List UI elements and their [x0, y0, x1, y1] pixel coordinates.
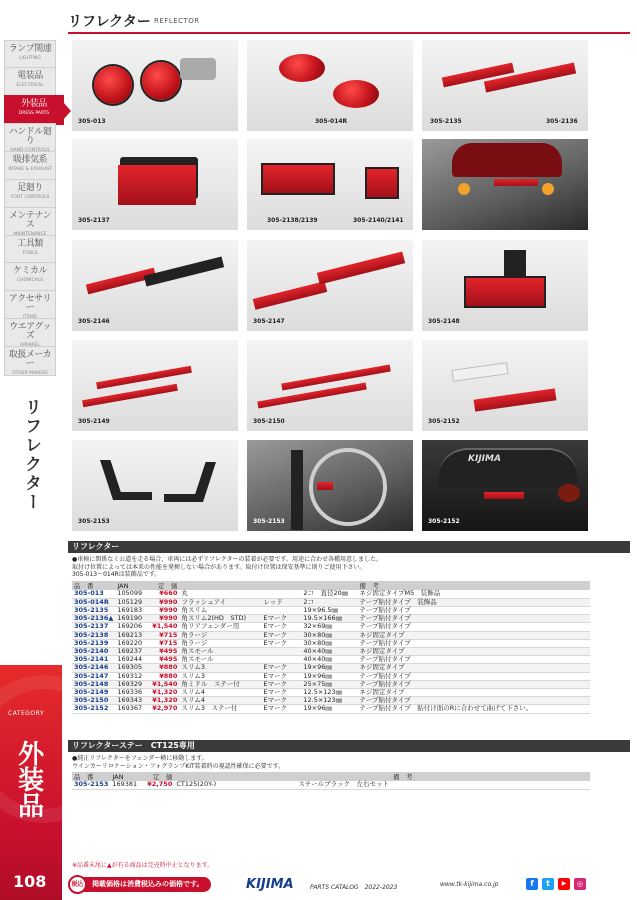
sidebar-category-item[interactable]	[4, 318, 56, 348]
table-header-cell: 備 考	[391, 772, 590, 781]
table-cell: スリム4	[179, 697, 261, 705]
page-header	[68, 11, 630, 35]
table-cell: テープ貼付タイプ	[357, 672, 590, 680]
product-photo-label: 305-013	[78, 118, 106, 125]
table-cell: 12.5×123㎜	[301, 697, 357, 705]
sidebar-category-item[interactable]	[4, 40, 56, 70]
table-cell: 丸	[179, 590, 261, 598]
table-cell: ネジ固定タイプM5 装飾品	[357, 590, 590, 598]
table-cell: ¥495	[145, 656, 179, 664]
sidebar-item-label: ランプ関連	[8, 44, 52, 54]
table-cell: Eマーク	[261, 631, 301, 639]
table-cell: 角スモール	[179, 647, 261, 655]
product-photo	[247, 440, 413, 531]
table-cell: 305-2137	[72, 623, 115, 631]
table-cell: Eマーク	[261, 664, 301, 672]
table-cell: スリム3 ステー付	[179, 705, 261, 713]
table-cell: 169381	[110, 781, 140, 789]
table-cell: テープ貼付タイプ	[357, 697, 590, 705]
product-photo-label: 305-2153	[78, 518, 110, 525]
table-row	[72, 781, 590, 789]
table-cell: 169213	[115, 631, 145, 639]
table-cell: 305-2140	[72, 647, 115, 655]
sidebar-vertical-title: リフレクター	[21, 398, 41, 512]
table-cell: CT125(20Y-)	[174, 781, 256, 789]
table-cell: ¥990	[145, 606, 179, 614]
table-cell: ネジ固定タイプ	[357, 688, 590, 696]
table-cell: ¥715	[145, 631, 179, 639]
table-cell: 2コ 直径20㎜	[301, 590, 357, 598]
sidebar-item-label: ケミカル	[12, 266, 47, 276]
table-cell: 305-2148	[72, 680, 115, 688]
table-cell: 19×96.5㎜	[301, 606, 357, 614]
product-photo	[72, 440, 238, 531]
page-number: 108	[13, 872, 47, 891]
table-cell: 305-2147	[72, 672, 115, 680]
sidebar-item-label: 取扱メーカー	[8, 350, 52, 369]
table-cell: 30×80㎜	[301, 639, 357, 647]
table-cell: テープ貼付タイプ 装飾品	[357, 598, 590, 606]
note-line: 305-013～014Rは装飾品です。	[72, 571, 161, 578]
table-cell: ¥715	[145, 639, 179, 647]
table-cell	[391, 781, 590, 789]
table-cell: ¥1,540	[145, 623, 179, 631]
table-cell: 角リアフェンダー用	[179, 623, 261, 631]
table-cell: Eマーク	[261, 705, 301, 713]
product-photo-label: 305-2137	[78, 217, 110, 224]
section-notes	[72, 556, 382, 579]
table-cell: Eマーク	[261, 623, 301, 631]
table-cell: 角スモール	[179, 656, 261, 664]
product-photo-label: 305-2135	[430, 118, 462, 125]
product-table	[72, 772, 590, 790]
table-cell: 305-2146	[72, 664, 115, 672]
sidebar-item-label: 足廻り	[17, 183, 43, 193]
table-cell: 305-2150	[72, 697, 115, 705]
table-cell: テープ貼付タイプ	[357, 656, 590, 664]
table-header-cell: 品 番	[72, 772, 110, 781]
product-photo-label: 305-2138/2139	[267, 217, 318, 224]
table-cell: 305-013	[72, 590, 115, 598]
sidebar-category-item[interactable]	[4, 207, 56, 237]
table-cell: 305-2153	[74, 780, 109, 789]
table-cell: ネジ固定タイプ	[357, 647, 590, 655]
table-cell: 角ミドル ステー付	[179, 680, 261, 688]
table-cell: スリム4	[179, 688, 261, 696]
table-cell: 169336	[115, 688, 145, 696]
table-row	[72, 590, 590, 598]
facebook-icon[interactable]: f	[526, 878, 538, 890]
table-cell: 32×69㎜	[301, 623, 357, 631]
table-cell: 169343	[115, 697, 145, 705]
table-cell: 角ラージ	[179, 639, 261, 647]
product-photo-label: 305-2153	[253, 518, 285, 525]
product-photo-label: 305-2148	[428, 318, 460, 325]
table-cell	[261, 647, 301, 655]
table-cell: テープ貼付タイプ	[357, 639, 590, 647]
table-cell: 305-2152	[72, 705, 115, 713]
sidebar-item-label: アクセサリー	[8, 294, 52, 313]
product-photo	[72, 340, 238, 431]
section-notes	[72, 755, 284, 770]
table-cell: 19.5×166㎜	[301, 615, 357, 623]
table-cell: 169190	[115, 615, 145, 623]
sidebar-item-label: ウエアグッズ	[9, 322, 51, 341]
table-header-cell	[256, 772, 296, 781]
table-cell: 12.5×123㎜	[301, 688, 357, 696]
product-photo	[247, 340, 413, 431]
sidebar-category-item[interactable]	[4, 179, 56, 209]
table-cell: テープ貼付タイプ	[357, 615, 590, 623]
table-cell: 305-014R	[72, 598, 115, 606]
table-cell: 169305	[115, 664, 145, 672]
product-photo-label: 305-2149	[78, 418, 110, 425]
table-cell: Eマーク	[261, 672, 301, 680]
sidebar-category-item[interactable]	[4, 262, 56, 292]
footer	[62, 872, 637, 900]
product-photo	[422, 340, 588, 431]
table-cell: Eマーク	[261, 697, 301, 705]
product-photo	[247, 240, 413, 331]
product-photo-label: 305-2150	[253, 418, 285, 425]
table-cell: ¥1,320	[145, 688, 179, 696]
sidebar-item-label: 吸排気系	[12, 155, 47, 165]
table-row	[72, 672, 590, 680]
instagram-icon[interactable]: ◎	[574, 878, 586, 890]
table-cell: ¥1,320	[145, 697, 179, 705]
table-cell: ¥2,750	[140, 781, 174, 789]
table-cell: Eマーク	[261, 680, 301, 688]
table-cell: ¥660	[145, 590, 179, 598]
table-cell: 169312	[115, 672, 145, 680]
table-header-cell: 定 価	[145, 581, 179, 590]
table-cell: 角ラージ	[179, 631, 261, 639]
table-cell: 169183	[115, 606, 145, 614]
table-row	[72, 623, 590, 631]
table-cell: 40×40㎜	[301, 656, 357, 664]
product-photo	[72, 139, 238, 230]
product-photo-label: 305-2146	[78, 318, 110, 325]
header-divider	[68, 32, 630, 34]
product-photo-label: 305-2136	[546, 118, 578, 125]
table-header-cell: JAN	[110, 772, 140, 781]
sidebar-category-item[interactable]	[4, 151, 56, 181]
sidebar-item-label: 工具類	[17, 239, 43, 249]
category-label: CATEGORY	[8, 710, 45, 717]
table-cell: 169206	[115, 623, 145, 631]
table-cell: ¥495	[145, 647, 179, 655]
product-photo-label: 305-2152	[428, 418, 460, 425]
sidebar-item-sublabel: INTAKE & EXHAUST	[8, 167, 52, 172]
product-photo-label: 305-2140/2141	[353, 217, 404, 224]
category-sidebar	[0, 0, 62, 900]
table-cell: 19×96㎜	[301, 705, 357, 713]
table-cell: 19×96㎜	[301, 672, 357, 680]
sidebar-item-sublabel: OTHER MAKERS	[12, 371, 48, 376]
table-cell: 169237	[115, 647, 145, 655]
sidebar-category-item[interactable]	[4, 95, 64, 125]
catalog-name: PARTS CATALOG 2022-2023	[310, 884, 398, 891]
table-header-cell: 備 考	[357, 581, 590, 590]
table-cell: ¥2,970	[145, 705, 179, 713]
section-title: リフレクター	[68, 541, 630, 553]
table-cell: 2コ	[301, 598, 357, 606]
table-cell: Eマーク	[261, 639, 301, 647]
youtube-icon[interactable]: ▶	[558, 878, 570, 890]
table-cell: 305-2139	[72, 639, 115, 647]
table-header-cell	[261, 581, 301, 590]
table-row	[72, 705, 590, 713]
table-cell: 25×75㎜	[301, 680, 357, 688]
section-title: リフレクターステー CT125専用	[68, 740, 630, 752]
sidebar-item-sublabel: LIGHTING	[19, 56, 41, 61]
sidebar-category-item[interactable]	[4, 67, 56, 97]
table-cell: 169220	[115, 639, 145, 647]
table-row	[72, 664, 590, 672]
table-cell: フラッシュアイ	[179, 598, 261, 606]
table-cell: 305-2149	[72, 688, 115, 696]
tax-notice: 掲載価格は消費税込みの価格です。	[72, 877, 211, 892]
table-cell: 169367	[115, 705, 145, 713]
table-cell	[256, 781, 296, 789]
table-cell: ¥880	[145, 672, 179, 680]
table-cell: 305-2138	[72, 631, 115, 639]
product-photo: KIJIMA 305-2152	[422, 440, 588, 531]
table-cell: テープ貼付タイプ	[357, 623, 590, 631]
table-cell: ¥880	[145, 664, 179, 672]
sidebar-item-label: 外装品	[21, 99, 47, 109]
twitter-icon[interactable]: t	[542, 878, 554, 890]
product-photo-label: 305-014R	[315, 118, 348, 125]
table-cell: 305-2136▲	[74, 614, 114, 623]
sidebar-item-sublabel: DRESS PARTS	[18, 111, 50, 116]
product-photo	[422, 139, 588, 230]
table-cell: 169244	[115, 656, 145, 664]
page-title-english: REFLECTOR	[154, 17, 200, 25]
table-cell: 305-2141	[72, 656, 115, 664]
discontinued-note: ※品番末尾に▲が有る商品は完売時中止となります。	[72, 862, 214, 869]
table-cell: ネジ固定タイプ	[357, 664, 590, 672]
sidebar-item-sublabel: CHEMICALS	[16, 278, 44, 283]
sidebar-category-item[interactable]	[4, 235, 56, 265]
table-cell: ¥990	[145, 598, 179, 606]
table-cell: テープ貼付タイプ 貼付け面のRに合わせて曲げて下さい。	[357, 705, 590, 713]
table-cell: テープ貼付タイプ	[357, 680, 590, 688]
table-cell: ネジ固定タイプ	[357, 631, 590, 639]
page-title: リフレクター	[68, 14, 151, 30]
note-line: ●純正リフレクターをフェンダー横に移動します。	[72, 755, 208, 762]
table-cell: 40×40㎜	[301, 647, 357, 655]
table-cell: テープ貼付タイプ	[357, 606, 590, 614]
table-cell: Eマーク	[261, 615, 301, 623]
sidebar-category-item[interactable]	[4, 123, 56, 153]
note-line: ●車検に関係なく公道を走る場合、車両には必ずリフレクターの装着が必要です。用途に合わせ各種用意しました。	[72, 556, 383, 563]
table-header-cell: 品 番	[72, 581, 115, 590]
table-header-cell: JAN	[115, 581, 145, 590]
product-photo-label: 305-2147	[253, 318, 285, 325]
product-photo-label: 305-2152	[428, 518, 460, 525]
table-cell: 105099	[115, 590, 145, 598]
table-cell: 19×96㎜	[301, 664, 357, 672]
product-photo	[422, 240, 588, 331]
sidebar-item-label: メンテナンス	[8, 211, 52, 230]
table-cell: ¥1,540	[145, 680, 179, 688]
table-cell: 角スリム	[179, 606, 261, 614]
table-cell: 105129	[115, 598, 145, 606]
product-table	[72, 581, 590, 714]
table-cell: 角スリム2(HD STD)	[179, 615, 261, 623]
table-cell: 305-2135	[72, 606, 115, 614]
sidebar-category-item[interactable]	[4, 346, 56, 376]
table-cell: ¥990	[145, 615, 179, 623]
product-photo	[247, 139, 413, 230]
sidebar-item-sublabel: ELECTRICAL	[16, 83, 44, 88]
product-photo	[247, 40, 413, 131]
table-row	[72, 631, 590, 639]
website-link[interactable]: www.tk-kijima.co.jp	[440, 881, 499, 888]
product-photo	[72, 240, 238, 331]
table-cell: スチールブラック 左右セット	[298, 780, 389, 789]
table-cell	[261, 590, 301, 598]
sidebar-item-sublabel: TOOLS	[22, 251, 38, 256]
table-cell: レッド	[261, 598, 301, 606]
table-header-cell	[179, 581, 261, 590]
product-photo	[422, 40, 588, 131]
product-photo	[72, 40, 238, 131]
table-cell: スリム3	[179, 672, 261, 680]
table-header-cell: 定 価	[140, 772, 174, 781]
sidebar-item-sublabel: FOOT CONTROLS	[10, 195, 50, 200]
table-cell: Eマーク	[261, 688, 301, 696]
note-line: ウインカーリロケーション・フォグランプKIT装着時の視認性確保に必要です。	[72, 762, 285, 770]
sidebar-item-label: 電装品	[17, 71, 43, 81]
category-name: 外装品	[13, 740, 44, 818]
table-cell: スリム3	[179, 664, 261, 672]
sidebar-category-item[interactable]	[4, 290, 56, 320]
table-cell: 30×80㎜	[301, 631, 357, 639]
brand-logo: KIJIMA	[246, 877, 294, 892]
table-cell: 169329	[115, 680, 145, 688]
tax-included-icon: 税込	[68, 875, 87, 894]
sidebar-item-label: ハンドル廻り	[8, 127, 52, 146]
note-line: 取付け位置によっては本来の性能を発揮しない場合があります。取付け位置は保安基準に則りご使用下さい。	[72, 563, 366, 571]
